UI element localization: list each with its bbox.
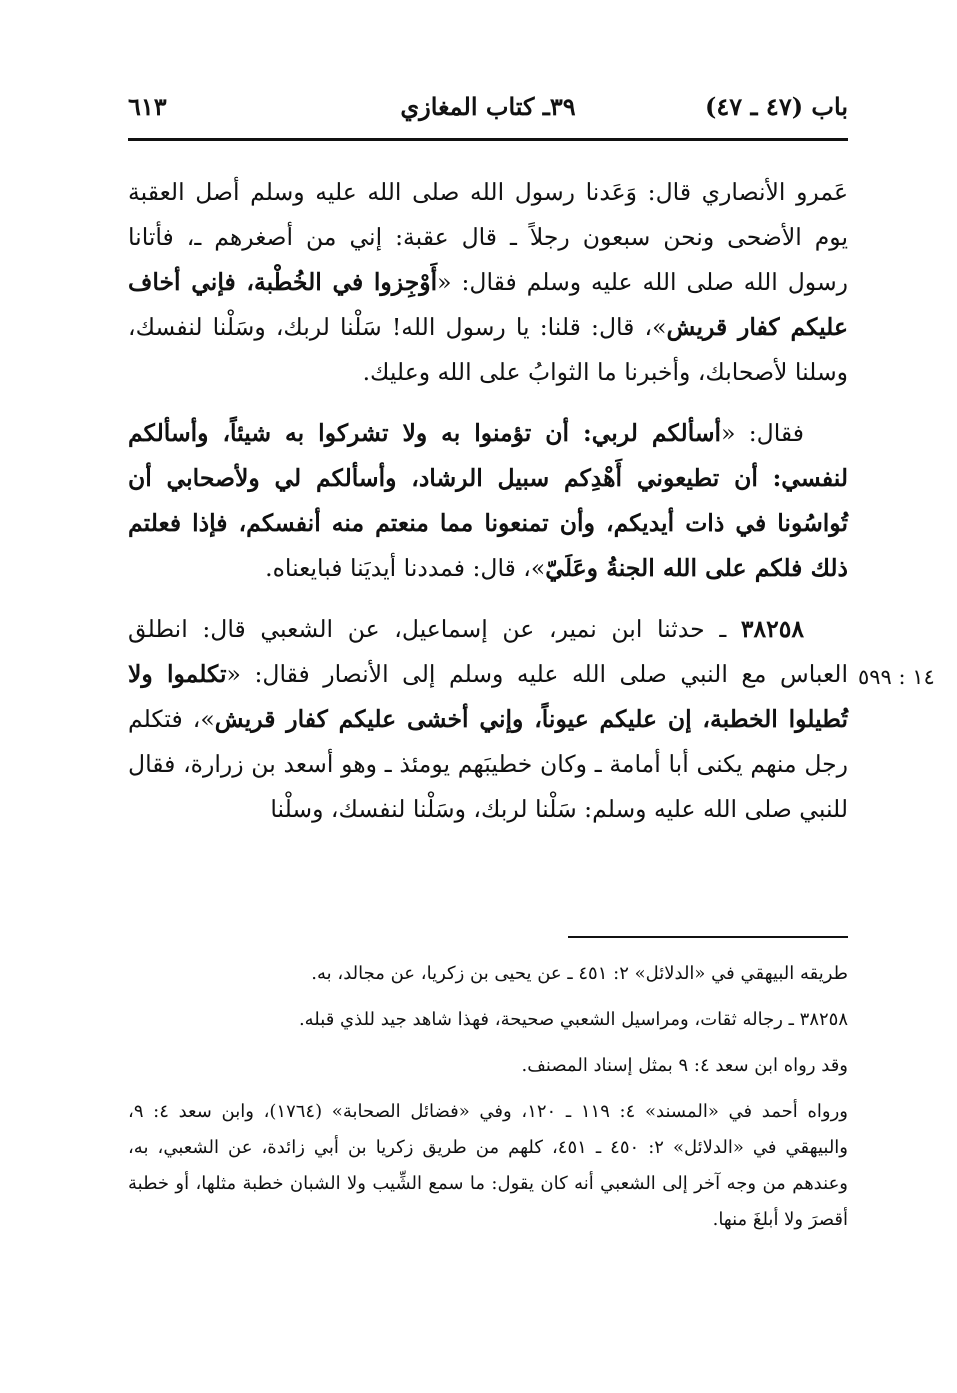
footnote-rule (568, 936, 848, 938)
hadith-number: ٣٨٢٥٨ (740, 615, 804, 643)
paragraph-2 (128, 411, 848, 591)
margin-reference: ١٤ : ٥٩٩ (858, 665, 935, 689)
footnote-2: ٣٨٢٥٨ ـ رجاله ثقات، ومراسيل الشعبي صحيحة، فهذا شاهد جيد للذي قبله. (298, 1009, 848, 1030)
main-text (128, 170, 848, 832)
page-header (128, 92, 848, 132)
paragraph-1 (128, 170, 848, 395)
chapter-title: ٣٩ـ كتاب المغازي (400, 92, 576, 121)
paragraph-2-hadith-quote: أسألكم لربي: أن تؤمنوا به ولا تشركوا به شيئاً، وأسألكم لنفسي: أن تطيعوني أَهْدِكم سبيل الرشاد، وأسألكم لي ولأصحابي أن تُواسُونا في ذات أيديكم، وأن تمنعونا مما منعتم منه أنفسكم، فإذا فعلتم ذلك فلكم على الله الجنةُ وعَلَيّ (128, 419, 848, 582)
paragraph-1-text-end: »، قال: قلنا: يا رسول الله! سَلْنا لربك، وسَلْنا لنفسك، وسلنا لأصحابك، وأخبرنا ما الثوابُ على الله وعليك. (128, 313, 848, 386)
paragraph-3-text: ـ حدثنا ابن نمير، عن إسماعيل، عن الشعبي قال: انطلق العباس مع النبي صلى الله عليه وسلم إلى الأنصار فقال: « (128, 615, 848, 688)
paragraph-1-text: عَمرو الأنصاري قال: وَعَدنا رسول الله صلى الله عليه وسلم أصل العقبة يوم الأضحى ونحن سبعون رجلاً ـ قال عقبة: إني من أصغرهم ـ، فأتانا رسول الله صلى الله عليه وسلم فقال: « (128, 178, 848, 296)
paragraph-2-text-end: »، قال: فمددنا أيديَنا فبايعناه. (265, 554, 546, 582)
footnote-1: طريقه البيهقي في «الدلائل» ٢: ٤٥١ ـ عن يحيى بن زكريا، عن مجالد، به. (311, 963, 848, 984)
paragraph-3-text-end: »، فتكلم رجل منهم يكنى أبا أمامة ـ وكان خطيبَهم يومئذ ـ وهو أسعد بن زرارة، فقال للنبي صلى الله عليه وسلم: سَلْنا لربك، وسَلْنا لنفسك، وسلْنا (128, 705, 848, 823)
footnote-4: ورواه أحمد في «المسند» ٤: ١١٩ ـ ١٢٠، وفي «فضائل الصحابة» (١٧٦٤)، وابن سعد ٤: ٩، والبيهقي في «الدلائل» ٢: ٤٥٠ ـ ٤٥١، كلهم من طريق زكريا بن أبي زائدة، عن الشعبي، به، وعندهم من وجه آخر إلى الشعبي أنه كان يقول: ما سمع الشِّيب ولا الشبان خطبة مثلها، أو خطبة أقصرَ ولا أبلغَ منها. (128, 1101, 848, 1230)
section-heading: باب (٤٧ ـ ٤٧) (705, 92, 848, 121)
footnotes (128, 956, 848, 1238)
paragraph-3-hadith-quote: تكلموا ولا تُطيلوا الخطبة، إن عليكم عيوناً، وإني أخشى عليكم كفار قريش (128, 660, 848, 733)
paragraph-3 (128, 607, 848, 832)
paragraph-2-text: فقال: « (721, 419, 804, 447)
footnote-3: وقد رواه ابن سعد ٤: ٩ بمثل إسناد المصنف. (521, 1055, 848, 1076)
paragraph-1-hadith-quote: أَوْجِزوا في الخُطْبة، فإني أخاف عليكم كفار قريش (128, 268, 848, 341)
header-rule (128, 138, 848, 141)
page-number: ٦١٣ (128, 92, 167, 121)
